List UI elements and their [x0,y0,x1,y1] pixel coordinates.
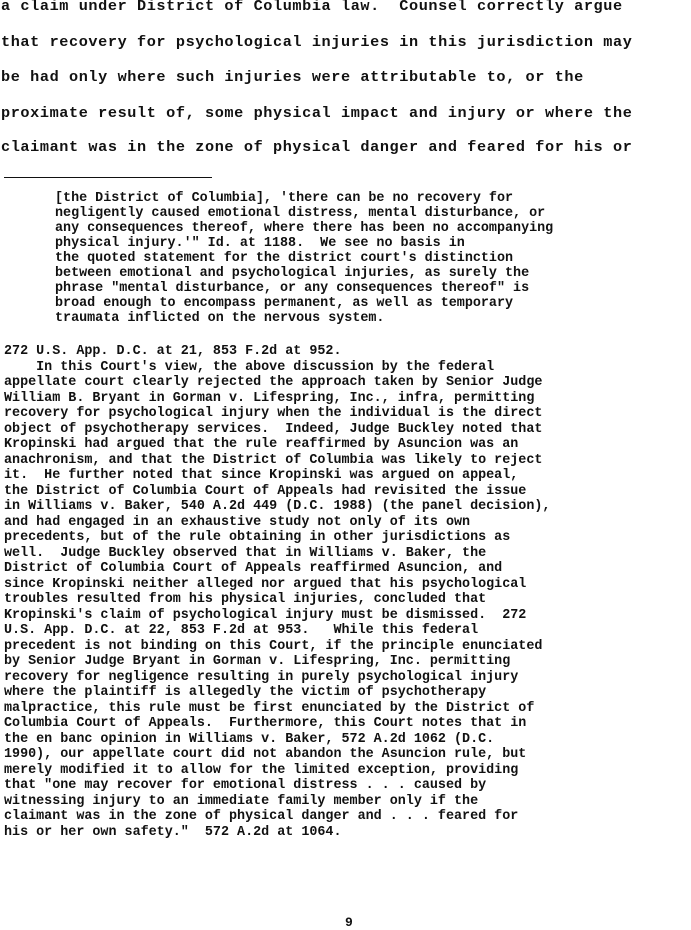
footnote-line-3: any consequences thereof, where there has been no accompanying [55,221,554,236]
body-line: precedent is not binding on this Court, if the principle enunciated [4,639,543,654]
body-line: witnessing injury to an immediate family member only if the [4,794,479,809]
body-line: troubles resulted from his physical injuries, concluded that [4,592,487,607]
top-line-3: be had only where such injuries were attributable to, or the [1,68,584,86]
footnote-line-5: the quoted statement for the district court's distinction [55,251,514,266]
footnote-line-1: [the District of Columbia], 'there can be no recovery for [55,191,514,206]
footnote-line-8: broad enough to encompass permanent, as well as temporary [55,296,514,311]
footnote-line-2: negligently caused emotional distress, mental disturbance, or [55,206,546,221]
body-line: Columbia Court of Appeals. Furthermore, this Court notes that in [4,716,527,731]
body-line: U.S. App. D.C. at 22, 853 F.2d at 953. While this federal [4,623,479,638]
body-line: William B. Bryant in Gorman v. Lifespring, Inc., infra, permitting [4,391,535,406]
body-line: object of psychotherapy services. Indeed, Judge Buckley noted that [4,422,543,437]
top-line-4: proximate result of, some physical impact and injury or where the [1,104,633,122]
body-line: recovery for psychological injury when the individual is the direct [4,406,543,421]
body-line: Kropinski's claim of psychological injury must be dismissed. 272 [4,608,527,623]
body-line: appellate court clearly rejected the approach taken by Senior Judge [4,375,543,390]
page-number: 9 [345,915,353,930]
body-line: In this Court's view, the above discussion by the federal [4,360,495,375]
top-line-5: claimant was in the zone of physical danger and feared for his or [1,138,633,156]
body-line: the District of Columbia Court of Appeals had revisited the issue [4,484,527,499]
body-line: merely modified it to allow for the limited exception, providing [4,763,519,778]
body-line: 1990), our appellate court did not abandon the Asuncion rule, but [4,747,527,762]
footnote-line-9: traumata inflicted on the nervous system. [55,311,385,326]
body-line: precedents, but of the rule obtaining in other jurisdictions as [4,530,511,545]
body-line: where the plaintiff is allegedly the victim of psychotherapy [4,685,487,700]
body-line: well. Judge Buckley observed that in Williams v. Baker, the [4,546,487,561]
footnote-line-4: physical injury.'" Id. at 1188. We see no basis in [55,236,465,251]
body-line: anachronism, and that the District of Columbia was likely to reject [4,453,543,468]
top-line-1: a claim under District of Columbia law. Counsel correctly argue [1,0,623,15]
body-line: since Kropinski neither alleged nor argued that his psychological [4,577,527,592]
body-line: Kropinski had argued that the rule reaffirmed by Asuncion was an [4,437,519,452]
footnote-separator-rule [4,177,212,178]
body-line: claimant was in the zone of physical danger and . . . feared for [4,809,519,824]
body-line: that "one may recover for emotional distress . . . caused by [4,778,487,793]
body-line: by Senior Judge Bryant in Gorman v. Lifespring, Inc. permitting [4,654,511,669]
body-line: malpractice, this rule must be first enunciated by the District of [4,701,535,716]
body-line: the en banc opinion in Williams v. Baker, 572 A.2d 1062 (D.C. [4,732,495,747]
body-line: recovery for negligence resulting in purely psychological injury [4,670,519,685]
body-line: it. He further noted that since Kropinski was argued on appeal, [4,468,519,483]
top-line-2: that recovery for psychological injuries in this jurisdiction may [1,33,633,51]
body-line: in Williams v. Baker, 540 A.2d 449 (D.C. 1988) (the panel decision), [4,499,551,514]
footnote-line-6: between emotional and psychological injuries, as surely the [55,266,530,281]
footnote-line-7: phrase "mental disturbance, or any consequences thereof" is [55,281,530,296]
citation-line: 272 U.S. App. D.C. at 21, 853 F.2d at 952. [4,344,342,359]
body-line: his or her own safety." 572 A.2d at 1064. [4,825,342,840]
body-line: and had engaged in an exhaustive study not only of its own [4,515,471,530]
body-line: District of Columbia Court of Appeals reaffirmed Asuncion, and [4,561,503,576]
